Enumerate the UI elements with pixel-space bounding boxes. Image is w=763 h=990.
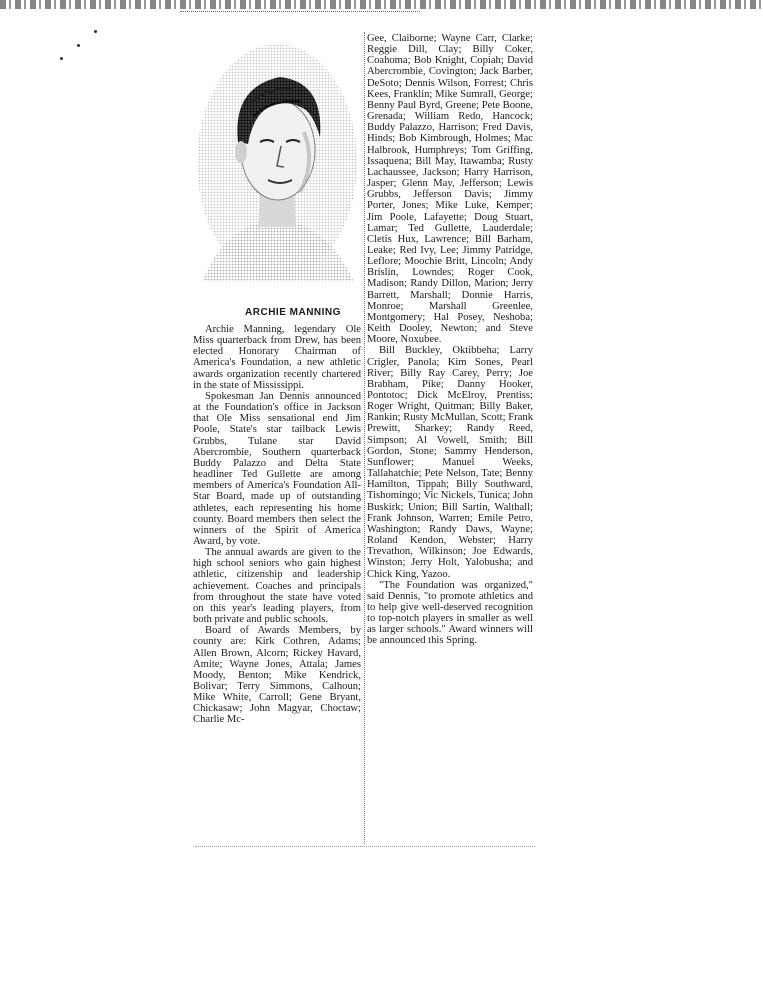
article-paragraph: The annual awards are given to the high school seniors who gain highest athletic, citizenship and leadership achievement. Coaches and principals from throughout the state have voted on this year's leading players, from both private and public schools.	[193, 547, 361, 626]
bottom-edge-rule	[195, 846, 535, 851]
article-paragraph: Bill Buckley, Oktibbeha; Larry Crigler, Panola; Kim Sones, Pearl River; Billy Ray Carey, Perry; Joe Brabham, Pike; Danny Hooker, Pontotoc; Dick McElroy, Prentiss; Roger Wright, Quitman; Billy Baker, Rankin; Rusty McMullan, Scott; Frank Prewitt, Sharkey; Randy Reed, Simpson; Al Vowell, Smith; Bill Gordon, Stone; Sammy Henderson, Sunflower; Manuel Weeks, Tallahatchie; Pete Nelson, Tate; Benny Hamilton, Tippah; Billy Southward, Tishomingo; Vic Nickels, Tunica; John Buskirk; Union; Bill Sartin, Walthall; Frank Johnson, Warren; Emile Petro, Washington; Randy Daws, Wayne; Roland Kendon, Webster; Harry Trevathon, Wilkinson; Joe Edwards, Winston; Jerry Holt, Yalobusha; and Chick King, Yazoo.	[367, 345, 533, 580]
article-paragraph: Gee, Claiborne; Wayne Carr, Clarke; Reggie Dill, Clay; Billy Coker, Coahoma; Bob Knight, Copiah; David Abercrombie, Covington; Jack Barber, DeSoto; Dennis Wilson, Forrest; Chris Kees, Franklin; Mike Sumrall, George; Benny Paul Byrd, Greene; Pete Boone, Grenada; William Redo, Hancock; Buddy Palazzo, Harrison; Fred Davis, Hinds; Bob Kimbrough, Holmes; Mac Halbrook, Humphreys; Tom Griffing, Issaquena; Bill May, Itawamba; Rusty Lachaussee, Jackson; Harry Harrison, Jasper; Glenn May, Jefferson; Lewis Grubbs, Jefferson Davis; Jimmy Porter, Jones; Mike Luke, Kemper; Jim Poole, Lafayette; Doug Stuart, Lamar; Ted Gullette, Lauderdale; Cletis Hux, Lawrence; Bill Barham, Leake; Red Ivy, Lee; Jimmy Patridge, Leflore; Moochie Britt, Lincoln; Andy Brislin, Lowndes; Roger Cook, Madison; Randy Dillon, Marion; Jerry Barrett, Marshall; Donnie Harris, Monroe; Marshall Greenlee, Montgomery; Hal Posey, Neshoba; Keith Dooley, Newton; and Steve Moore, Noxubee.	[367, 33, 533, 346]
top-dotted-rule	[180, 11, 420, 15]
article-paragraph: Archie Manning, legendary Ole Miss quarterback from Drew, has been elected Honorary Chairman of America's Foundation, a new athletic awards organization recently chartered in the state of Mississippi.	[193, 324, 361, 391]
article-paragraph: Board of Awards Members, by county are: Kirk Cothren, Adams; Allen Brown, Alcorn; Rickey Havard, Amite; Wayne Jones, Attala; James Moody, Benton; Mike Kendrick, Bolivar; Terry Simmons, Calhoun; Mike White, Carroll; Gene Bryant, Chickasaw; John Magyar, Choctaw; Charlie Mc-	[193, 625, 361, 726]
portrait-photo	[192, 32, 362, 294]
column-divider	[364, 32, 365, 844]
scan-speck	[60, 57, 63, 60]
page-top-border	[0, 0, 763, 9]
article-paragraph: "The Foundation was organized," said Dennis, "to promote athletics and to help give well-deserved recognition to top-notch players in smaller as well as larger schools." Award winners will be announced this Spring.	[367, 579, 533, 647]
article-left-column	[193, 324, 361, 726]
scan-speck	[94, 30, 97, 33]
article-paragraph: Spokesman Jan Dennis announced at the Foundation's office in Jackson that Ole Miss sensational end Jim Poole, State's star tailback Lewis Grubbs, Tulane star David Abercrombie, Southern quarterback Buddy Palazzo and Delta State headliner Ted Gullette are among members of America's Foundation All-Star Board, made up of outstanding athletes, each representing his home county. Board members then select the winners of the Spirit of America Award, by vote.	[193, 390, 361, 547]
scan-speck	[77, 44, 80, 47]
photo-caption: ARCHIE MANNING	[245, 307, 341, 318]
article-right-column	[367, 33, 533, 647]
